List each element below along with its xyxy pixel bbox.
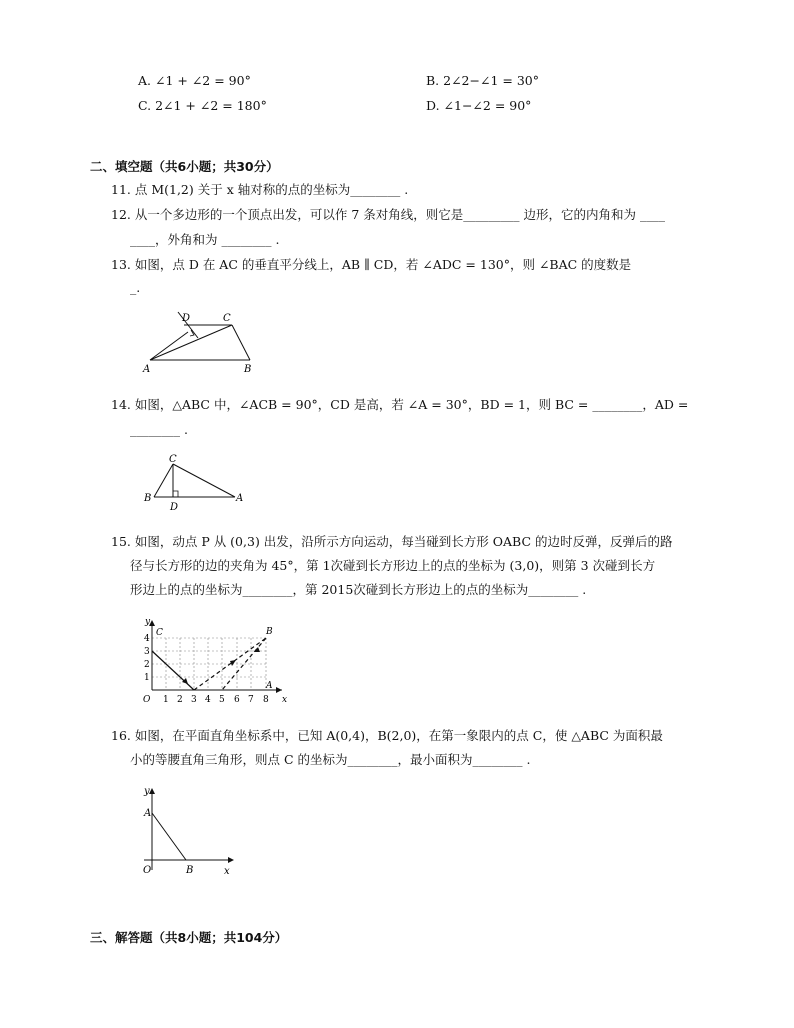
section-2-title: 二、填空题（共6小题；共30分） — [90, 159, 279, 174]
q14-label-d: D — [170, 502, 179, 513]
q13-label-c: C — [223, 313, 231, 324]
q14-label-b: B — [144, 493, 152, 504]
q15-label-b: B — [266, 627, 273, 637]
q15-x-tick: 3 — [191, 695, 197, 705]
q16-origin-label: O — [143, 865, 152, 876]
q15-x-tick: 5 — [219, 695, 225, 705]
q15-y-tick: 4 — [144, 634, 150, 644]
q16-figure — [140, 782, 240, 878]
q13-label-a: A — [143, 364, 151, 375]
q16-label-a: A — [144, 808, 152, 819]
q14-label-a: A — [236, 493, 244, 504]
q15-origin-label: O — [143, 695, 151, 705]
q15-x-tick: 1 — [163, 695, 169, 705]
q13-figure — [140, 308, 270, 378]
q13-line2: _. — [130, 280, 141, 295]
q13-label-b: B — [244, 364, 252, 375]
q15-line1: 15. 如图，动点 P 从 (0,3) 出发，沿所示方向运动，每当碰到长方形 OABC 的边时反弹，反弹后的路 — [111, 534, 673, 549]
q15-x-tick: 2 — [177, 695, 183, 705]
section-3-title: 三、解答题（共8小题；共104分） — [90, 930, 288, 945]
option-d: D. ∠1−∠2 = 90° — [426, 98, 532, 113]
q15-x-tick: 4 — [205, 695, 211, 705]
option-a: A. ∠1 + ∠2 = 90° — [138, 73, 251, 88]
q15-x-tick: 6 — [234, 695, 240, 705]
q15-x-tick: 8 — [263, 695, 269, 705]
q15-y-label: y — [145, 617, 151, 627]
q11-text: 11. 点 M(1,2) 关于 x 轴对称的点的坐标为________ . — [111, 182, 409, 197]
q15-y-tick: 2 — [144, 660, 150, 670]
q12-line1: 12. 从一个多边形的一个顶点出发，可以作 7 条对角线，则它是_________ 边形，它的内角和为 ____ — [111, 207, 665, 222]
q13-line1: 13. 如图，点 D 在 AC 的垂直平分线上，AB ∥ CD，若 ∠ADC = 130°，则 ∠BAC 的度数是 — [111, 257, 632, 272]
q15-line2: 径与长方形的边的夹角为 45°，第 1次碰到长方形边上的点的坐标为 (3,0)，则第 3 次碰到长方 — [130, 558, 656, 573]
q15-label-a: A — [266, 681, 273, 691]
q14-line2: ________ . — [130, 422, 188, 437]
q16-label-b: B — [186, 865, 194, 876]
q15-figure — [140, 614, 290, 706]
q13-label-d: D — [182, 313, 191, 324]
option-b: B. 2∠2−∠1 = 30° — [426, 73, 539, 88]
q15-label-c: C — [156, 628, 163, 638]
q15-line3: 形边上的点的坐标为________，第 2015次碰到长方形边上的点的坐标为________ . — [130, 582, 587, 597]
q16-line2: 小的等腰直角三角形，则点 C 的坐标为________，最小面积为________ . — [130, 752, 531, 767]
q14-label-c: C — [169, 454, 177, 465]
q15-y-tick: 1 — [144, 673, 150, 683]
q15-y-tick: 3 — [144, 647, 150, 657]
q14-line1: 14. 如图，△ABC 中，∠ACB = 90°，CD 是高，若 ∠A = 30°，BD = 1，则 BC = ________，AD = — [111, 397, 689, 412]
q14-figure — [140, 452, 250, 514]
q12-line2: ____，外角和为 ________ . — [130, 232, 280, 247]
q16-y-label: y — [144, 786, 150, 797]
q15-x-tick: 7 — [248, 695, 254, 705]
q15-x-label: x — [282, 695, 288, 705]
q16-line1: 16. 如图，在平面直角坐标系中，已知 A(0,4)，B(2,0)，在第一象限内的点 C，使 △ABC 为面积最 — [111, 728, 663, 743]
q16-x-label: x — [224, 866, 230, 877]
option-c: C. 2∠1 + ∠2 = 180° — [138, 98, 267, 113]
